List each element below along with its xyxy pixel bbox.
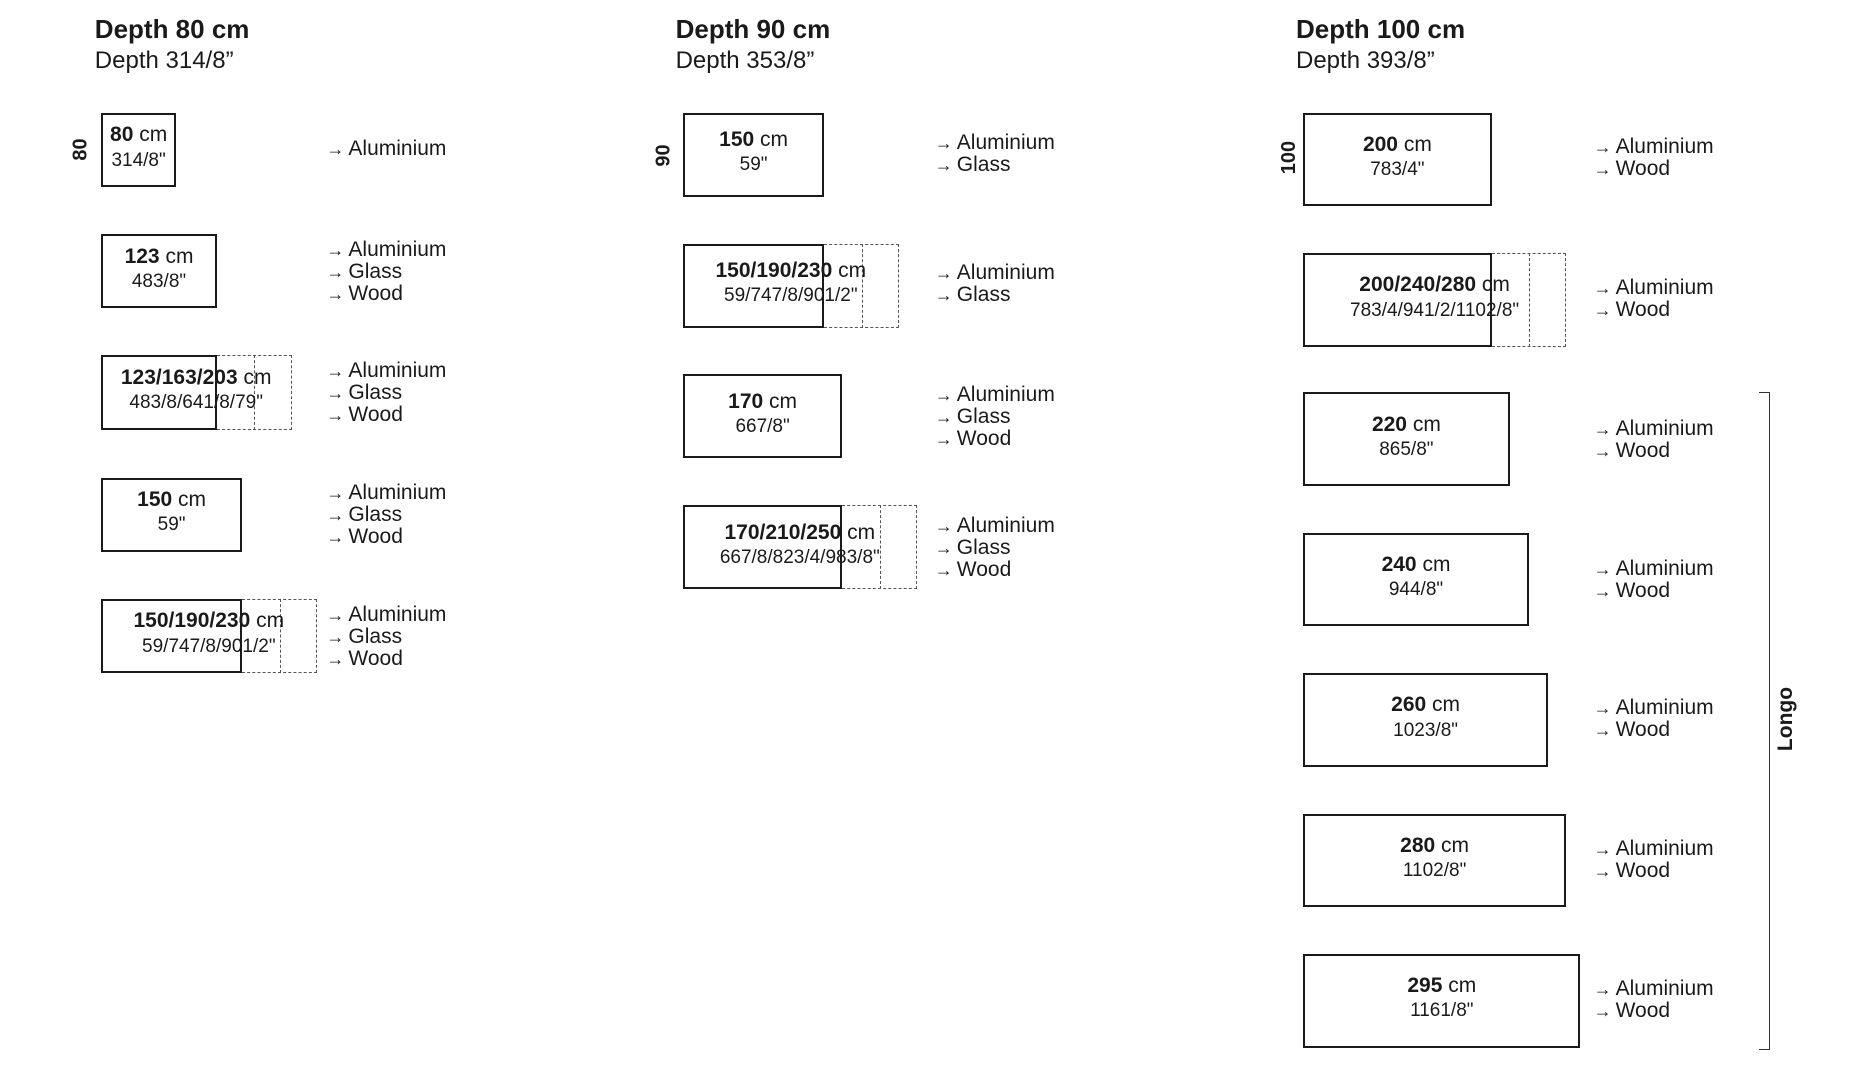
arrow-icon: → <box>1593 559 1612 579</box>
material-label: Wood <box>348 525 403 549</box>
arrow-icon: → <box>1593 440 1612 461</box>
length-cm <box>1226 412 1586 438</box>
arrow-icon: → <box>326 626 345 647</box>
length-cm <box>1255 833 1615 859</box>
arrow-icon: → <box>326 604 345 625</box>
arrow-icon: → <box>326 361 345 381</box>
length-inches: 1161/8" <box>1410 1000 1474 1022</box>
material-item <box>326 526 446 548</box>
longo-bracket <box>1759 392 1770 1049</box>
material-item <box>1594 1000 1714 1022</box>
length-cm-unit: cm <box>250 609 285 633</box>
material-list <box>1594 277 1714 321</box>
length-cm-value: 260 <box>1391 693 1427 717</box>
material-label: Aluminium <box>1615 696 1714 720</box>
table-dimensions <box>1262 973 1622 1023</box>
arrow-icon: → <box>1593 581 1612 601</box>
material-item <box>935 406 1055 428</box>
arrow-icon: → <box>934 559 953 580</box>
material-list <box>1594 838 1714 882</box>
longo-label: Longo <box>1774 686 1798 751</box>
material-label: Aluminium <box>956 513 1055 537</box>
table-dimensions <box>1236 552 1596 602</box>
material-label: Aluminium <box>1615 557 1714 580</box>
length-cm-unit: cm <box>841 520 876 544</box>
length-inches: 667/8" <box>735 416 790 438</box>
material-list <box>935 262 1055 306</box>
arrow-icon: → <box>326 283 345 304</box>
depth-side-label: 80 <box>69 138 92 161</box>
material-list <box>1594 978 1714 1022</box>
arrow-icon: → <box>934 429 953 449</box>
length-inches: 483/8/641/8/79" <box>129 392 263 414</box>
material-label: Wood <box>956 427 1012 450</box>
length-cm-unit: cm <box>133 123 168 147</box>
length-cm-value: 220 <box>1371 412 1407 436</box>
length-cm-value: 80 <box>110 123 134 147</box>
length-inches: 1023/8" <box>1393 719 1459 741</box>
material-label: Glass <box>956 405 1011 428</box>
depth-side-label: 90 <box>652 144 675 167</box>
arrow-icon: → <box>326 648 345 669</box>
length-inches: 865/8" <box>1379 438 1434 460</box>
arrow-icon: → <box>1593 1001 1612 1021</box>
arrow-icon: → <box>1593 300 1612 321</box>
material-list <box>326 360 446 426</box>
arrow-icon: → <box>934 385 953 405</box>
length-inches: 483/8" <box>131 270 187 292</box>
material-item <box>326 504 446 526</box>
material-item <box>326 648 446 670</box>
material-label: Wood <box>348 281 403 305</box>
arrow-icon: → <box>326 139 345 159</box>
material-item <box>326 482 446 504</box>
length-cm <box>0 244 339 270</box>
material-list <box>935 384 1055 450</box>
length-cm <box>1236 552 1596 578</box>
column-subtitle: Depth 393/8” <box>1296 47 1435 74</box>
length-cm-unit: cm <box>754 128 789 152</box>
length-cm-value: 123 <box>124 244 160 268</box>
table-dimensions <box>0 244 339 294</box>
material-item <box>326 626 446 648</box>
material-item <box>1594 978 1714 1000</box>
length-inches: 667/8/823/4/983/8" <box>719 546 880 568</box>
material-item <box>1594 158 1714 180</box>
material-label: Aluminium <box>348 237 447 261</box>
length-cm-unit: cm <box>832 259 867 282</box>
length-cm-unit: cm <box>1426 693 1461 717</box>
length-cm-unit: cm <box>1476 273 1510 297</box>
length-cm <box>0 122 319 148</box>
material-list <box>935 515 1055 581</box>
material-item <box>326 239 446 261</box>
length-cm-unit: cm <box>1407 412 1441 436</box>
material-label: Wood <box>956 557 1012 581</box>
length-cm-value: 240 <box>1381 553 1417 576</box>
material-label: Aluminium <box>956 383 1055 406</box>
material-item <box>1594 418 1714 440</box>
column-title: Depth 100 cm <box>1296 14 1466 44</box>
material-item <box>326 261 446 283</box>
length-inches: 59" <box>739 154 768 176</box>
length-cm <box>611 258 971 284</box>
material-list <box>1594 136 1714 180</box>
arrow-icon: → <box>1593 136 1612 157</box>
length-cm <box>1262 973 1622 999</box>
length-cm <box>0 487 352 513</box>
material-item <box>1594 719 1714 741</box>
arrow-icon: → <box>934 262 953 283</box>
material-label: Aluminium <box>348 359 447 382</box>
table-dimensions <box>1255 833 1615 883</box>
material-label: Aluminium <box>1615 977 1714 1000</box>
arrow-icon: → <box>934 537 953 558</box>
material-list <box>326 138 446 160</box>
length-cm-unit: cm <box>1442 974 1477 998</box>
length-cm-unit: cm <box>159 244 194 268</box>
length-cm <box>1255 272 1615 298</box>
column-subtitle: Depth 314/8” <box>94 47 234 74</box>
arrow-icon: → <box>326 483 345 504</box>
material-item <box>935 537 1055 559</box>
material-list <box>935 132 1055 176</box>
column-title: Depth 80 cm <box>94 14 250 44</box>
material-label: Glass <box>348 503 403 527</box>
length-inches: 59/747/8/901/2" <box>142 635 276 657</box>
material-label: Aluminium <box>348 602 447 626</box>
length-inches: 783/4/941/2/1102/8" <box>1350 299 1520 321</box>
material-label: Wood <box>348 403 403 426</box>
material-item <box>935 284 1055 306</box>
material-item <box>1594 580 1714 602</box>
material-label: Aluminium <box>956 260 1055 284</box>
arrow-icon: → <box>1593 860 1612 881</box>
arrow-icon: → <box>934 133 953 153</box>
material-item <box>935 262 1055 284</box>
arrow-icon: → <box>1593 979 1612 999</box>
length-inches: 314/8" <box>111 149 166 171</box>
arrow-icon: → <box>934 407 953 427</box>
material-label: Wood <box>1615 579 1671 602</box>
material-label: Glass <box>348 624 403 648</box>
material-label: Glass <box>956 153 1011 176</box>
material-item <box>1594 838 1714 860</box>
length-cm-unit: cm <box>172 488 207 512</box>
material-item <box>935 132 1055 154</box>
arrow-icon: → <box>326 239 345 260</box>
arrow-icon: → <box>1593 720 1612 741</box>
length-cm-value: 170 <box>728 389 764 413</box>
material-label: Glass <box>956 282 1011 306</box>
material-item <box>935 384 1055 406</box>
material-list <box>326 604 446 670</box>
material-item <box>1594 440 1714 462</box>
material-label: Wood <box>1615 156 1671 180</box>
material-label: Wood <box>1615 999 1671 1022</box>
length-inches: 1102/8" <box>1402 860 1467 882</box>
table-dimensions <box>620 520 980 570</box>
arrow-icon: → <box>1593 838 1612 859</box>
material-label: Glass <box>348 259 403 283</box>
material-label: Glass <box>348 381 403 404</box>
length-cm-value: 150 <box>719 128 755 152</box>
material-item <box>1594 277 1714 299</box>
material-item <box>1594 136 1714 158</box>
arrow-icon: → <box>326 261 345 282</box>
material-item <box>326 382 446 404</box>
length-cm-value: 295 <box>1407 974 1443 998</box>
length-cm <box>16 365 376 391</box>
material-list <box>1594 418 1714 462</box>
material-label: Aluminium <box>1615 836 1714 860</box>
length-cm-value: 200/240/280 <box>1359 273 1477 297</box>
material-label: Glass <box>956 535 1011 559</box>
table-dimensions <box>611 258 971 308</box>
length-cm <box>1217 132 1577 158</box>
table-dimensions <box>0 122 319 172</box>
length-cm-unit: cm <box>763 389 798 413</box>
material-label: Wood <box>1615 718 1671 742</box>
length-cm <box>583 389 943 415</box>
material-item <box>935 559 1055 581</box>
length-cm-unit: cm <box>237 365 272 389</box>
material-item <box>935 515 1055 537</box>
table-dimensions <box>16 365 376 415</box>
material-list <box>326 482 446 548</box>
material-item <box>326 404 446 426</box>
length-cm-value: 150 <box>137 488 173 512</box>
arrow-icon: → <box>326 405 345 425</box>
length-cm-value: 123/163/203 <box>120 365 238 389</box>
table-dimensions <box>1246 692 1606 742</box>
table-dimensions <box>1217 132 1577 182</box>
length-cm-value: 200 <box>1362 133 1398 156</box>
length-cm-value: 150/190/230 <box>133 609 251 633</box>
table-dimensions <box>0 487 352 537</box>
material-label: Aluminium <box>348 481 447 505</box>
depth-side-label: 100 <box>1278 141 1301 175</box>
length-cm <box>1246 692 1606 718</box>
material-label: Aluminium <box>956 131 1055 154</box>
material-label: Wood <box>1615 298 1671 322</box>
material-item <box>935 428 1055 450</box>
material-label: Aluminium <box>1615 276 1714 300</box>
arrow-icon: → <box>1593 278 1612 299</box>
material-item <box>326 360 446 382</box>
length-cm <box>620 520 980 546</box>
arrow-icon: → <box>934 284 953 305</box>
material-item <box>1594 299 1714 321</box>
table-dimensions <box>583 389 943 439</box>
material-label: Aluminium <box>1615 134 1714 158</box>
table-dimensions <box>1255 272 1615 322</box>
material-label: Wood <box>1615 858 1671 882</box>
material-label: Wood <box>1615 438 1671 462</box>
arrow-icon: → <box>1593 698 1612 719</box>
material-list <box>326 239 446 305</box>
material-item <box>1594 697 1714 719</box>
length-cm-unit: cm <box>1398 133 1432 156</box>
arrow-icon: → <box>326 527 345 548</box>
material-list <box>1594 697 1714 741</box>
length-cm-unit: cm <box>1416 553 1451 576</box>
length-inches: 59/747/8/901/2" <box>724 285 858 307</box>
material-label: Wood <box>348 646 403 670</box>
table-dimensions <box>574 127 934 177</box>
length-cm-value: 170/210/250 <box>724 520 842 544</box>
arrow-icon: → <box>326 505 345 526</box>
material-item <box>935 154 1055 176</box>
material-list <box>1594 558 1714 602</box>
length-cm-unit: cm <box>1435 833 1470 857</box>
material-item <box>1594 860 1714 882</box>
table-dimensions <box>1226 412 1586 462</box>
material-label: Aluminium <box>348 137 447 160</box>
length-cm-value: 150/190/230 <box>715 259 833 282</box>
arrow-icon: → <box>934 515 953 536</box>
length-inches: 59" <box>157 514 186 536</box>
arrow-icon: → <box>1593 418 1612 439</box>
arrow-icon: → <box>1593 158 1612 179</box>
column-title: Depth 90 cm <box>675 14 831 44</box>
length-inches: 944/8" <box>1388 579 1444 601</box>
material-label: Aluminium <box>1615 416 1714 440</box>
length-cm <box>574 127 934 153</box>
material-item <box>1594 558 1714 580</box>
material-item <box>326 604 446 626</box>
length-cm-value: 280 <box>1400 833 1436 857</box>
material-item <box>326 283 446 305</box>
arrow-icon: → <box>326 383 345 403</box>
material-item <box>326 138 446 160</box>
arrow-icon: → <box>934 155 953 175</box>
length-inches: 783/4" <box>1370 159 1425 181</box>
column-subtitle: Depth 353/8” <box>675 47 815 74</box>
